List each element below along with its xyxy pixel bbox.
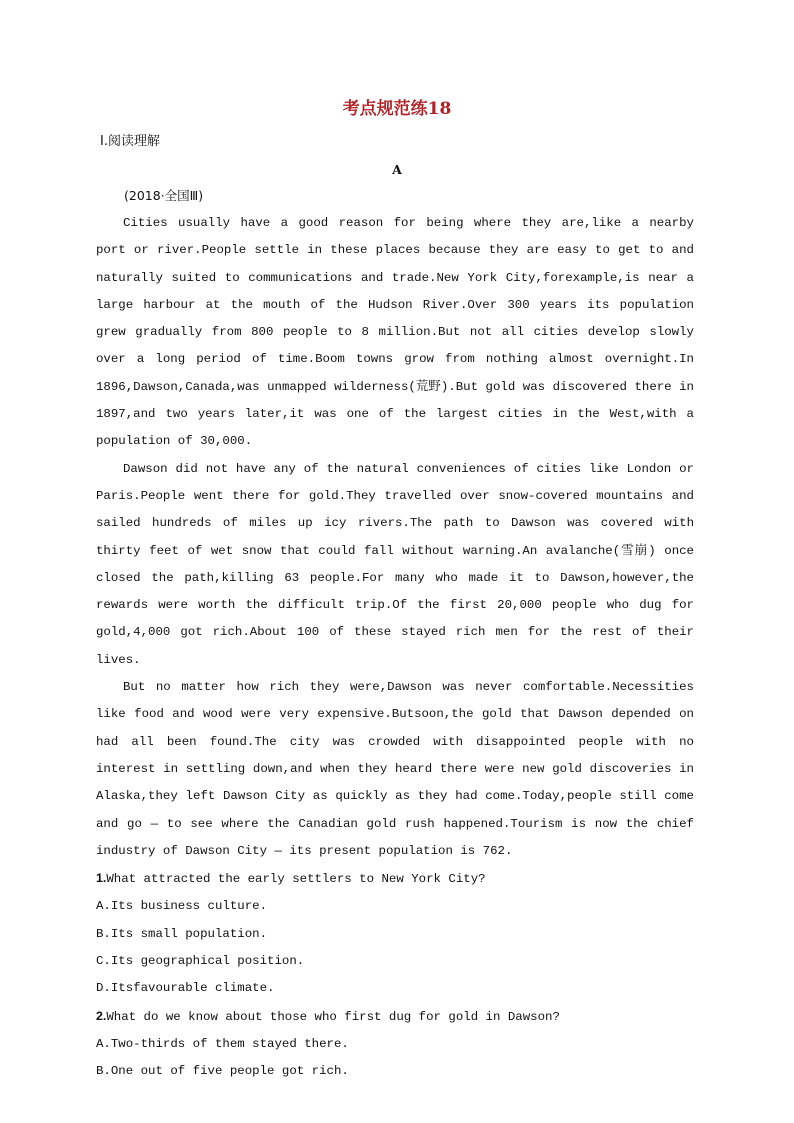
- page-title: 考点规范练18: [342, 99, 452, 119]
- passage-body: [96, 210, 694, 1086]
- question-number: 1.: [96, 871, 107, 886]
- question-number: 2.: [96, 1008, 107, 1023]
- question-1-option-c: C.Its geographical position.: [96, 954, 305, 969]
- question-2-option-b: B.One out of five people got rich.: [96, 1064, 349, 1079]
- paragraph-3: But no matter how rich they were,Dawson was never comfortable.Necessities like food and wood were very expensive.Butsoon,the gold that Dawson depended on had all been found.The city was crowded with disappointed people with no interest in settling down,and when they heard there were new gold discoveries in Alaska,they left Dawson City as quickly as they had come.Today,people still come and go — to see where the Canadian gold rush happened.Tourism is now the chief industry of Dawson City — its present population is 762.: [96, 680, 694, 858]
- paragraph-2: Dawson did not have any of the natural conveniences of cities like London or Paris.People went there for gold.They travelled over snow-covered mountains and sailed hundreds of miles up icy rivers.The path to Dawson was covered with thirty feet of wet snow that could fall without warning.An avalanche(雪崩) once closed the path,killing 63 people.For many who made it to Dawson,however,the rewards were worth the difficult trip.Of the first 20,000 people who dug for gold,4,000 got rich.About 100 of these stayed rich men for the rest of their lives.: [96, 461, 694, 667]
- question-text: What attracted the early settlers to New York City?: [106, 872, 486, 887]
- question-1: [96, 865, 694, 893]
- question-1-option-a: A.Its business culture.: [96, 899, 268, 914]
- paragraph-1: Cities usually have a good reason for being where they are,like a nearby port or river.People settle in these places because they are easy to get to and naturally suited to communications and trade.New York City,forexample,is near a large harbour at the mouth of the Hudson River.Over 300 years its population grew gradually from 800 people to 8 million.But not all cities develop slowly over a long period of time.Boom towns grow from nothing almost overnight.In 1896,Dawson,Canada,was unmapped wilderness(荒野).But gold was discovered there in 1897,and two years later,it was one of the largest cities in the West,with a population of 30,000.: [96, 216, 694, 449]
- question-1-option-b: B.Its small population.: [96, 926, 268, 941]
- passage-letter: A: [392, 162, 402, 177]
- section-heading: Ⅰ.阅读理解: [100, 134, 160, 149]
- question-1-option-d: D.Itsfavourable climate.: [96, 981, 275, 996]
- passage-source: (2018·全国Ⅲ): [124, 188, 204, 203]
- question-2-option-a: A.Two-thirds of them stayed there.: [96, 1036, 349, 1051]
- question-text: What do we know about those who first dug for gold in Dawson?: [106, 1009, 560, 1024]
- question-2: [96, 1003, 694, 1031]
